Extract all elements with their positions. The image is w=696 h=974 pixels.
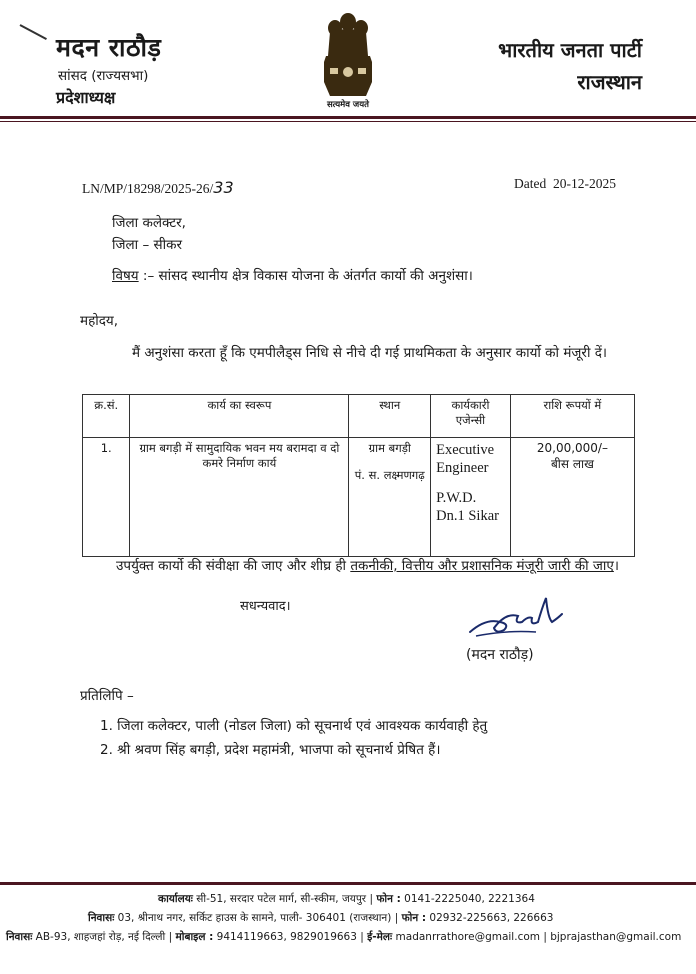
followup-paragraph — [82, 556, 638, 576]
mobile-label: मोबाइल : — [175, 931, 214, 943]
header-serial: क्र.सं. — [83, 395, 130, 438]
date-value: 20-12-2025 — [553, 176, 616, 191]
reference-number-text: LN/MP/18298/2025-26/ — [82, 181, 214, 196]
cell-agency — [431, 438, 511, 557]
footer-delhi — [6, 930, 681, 944]
amount-words: बीस लाख — [550, 457, 594, 471]
cell-serial: 1. — [83, 438, 130, 557]
subject-line — [112, 266, 632, 284]
office-phone-label: फोन : — [376, 893, 401, 905]
cell-work: ग्राम बगड़ी में सामुदायिक भवन मय बरामदा व दो कमरे निर्माण कार्य — [130, 438, 349, 557]
delhi-address: AB-93, शाहजहां रोड़, नई दिल्ली | — [32, 931, 176, 943]
signer-name: (मदन राठौड़) — [466, 647, 534, 663]
header-rule-thin — [0, 121, 696, 122]
place-panchayat: पं. स. लक्ष्मणगढ़ — [354, 468, 425, 482]
residence-label: निवासः — [88, 912, 115, 924]
header-place: स्थान — [349, 395, 431, 438]
sender-role: प्रदेशाध्यक्ष — [56, 88, 116, 107]
table-row — [83, 438, 635, 557]
ashoka-emblem-icon — [318, 10, 378, 106]
amount-figure: 20,00,000/– — [536, 441, 608, 455]
place-village: ग्राम बगड़ी — [368, 441, 411, 455]
letter-date — [514, 176, 616, 192]
cell-place — [349, 438, 431, 557]
office-phone: 0141-2225040, 2221364 — [400, 893, 535, 905]
office-address: सी-51, सरदार पटेल मार्ग, सी-स्कीम, जयपुर | — [192, 893, 377, 905]
followup-start: उपर्युक्त कार्यो की संवीक्षा की जाए और शीघ्र ही — [116, 558, 351, 574]
body-paragraph: मैं अनुशंसा करता हूँ कि एमपीलैड्स निधि से नीचे दी गई प्राथमिकता के अनुसार कार्यो को मंजूरी दें। — [132, 345, 608, 361]
residence-phone-label: फोन : — [401, 912, 427, 924]
footer-rule — [0, 882, 696, 885]
copy-item-1: 1. जिला कलेक्टर, पाली (नोडल जिला) को सूचनार्थ एवं आवश्यक कार्यवाही हेतु — [100, 718, 488, 734]
reference-handwritten: 33 — [213, 178, 234, 197]
agency-division: P.W.D. Dn.1 Sikar — [436, 490, 499, 524]
followup-underlined: तकनीकी, वित्तीय और प्रशासनिक मंजूरी जारी की जाए — [350, 558, 614, 574]
salutation: महोदय, — [80, 313, 119, 329]
party-name: भारतीय जनता पार्टी — [498, 38, 642, 62]
mobile-number: 9414119663, 9829019663 | — [213, 931, 368, 943]
office-label: कार्यालयः — [158, 893, 193, 905]
followup-end: । — [613, 558, 619, 574]
footer-residence — [88, 911, 553, 925]
copy-label: प्रतिलिपि – — [80, 688, 134, 704]
header-rule — [0, 116, 696, 119]
party-state: राजस्थान — [577, 70, 642, 94]
header-amount: राशि रूपयों में — [510, 395, 634, 438]
header-work: कार्य का स्वरूप — [130, 395, 349, 438]
copy-item-2: 2. श्री श्रवण सिंह बगड़ी, प्रदेश महामंत्री, भाजपा को सूचनार्थ प्रेषित हैं। — [100, 742, 441, 758]
thanks-text: सधन्यवाद। — [240, 599, 291, 614]
works-table — [82, 394, 635, 557]
email-label: ई-मेलः — [367, 931, 393, 943]
delhi-label: निवासः — [6, 931, 33, 943]
email-address: madanrrathore@gmail.com | bjprajasthan@gmail.com — [392, 931, 682, 943]
footer-office — [158, 892, 535, 906]
table-header-row — [83, 395, 635, 438]
sender-name: मदन राठौड़ — [56, 33, 162, 62]
recipient-line-1: जिला कलेक्टर, — [112, 215, 186, 231]
reference-number — [82, 178, 234, 197]
emblem-motto: सत्यमेव जयते — [327, 100, 369, 110]
subject-label: विषय — [112, 268, 139, 284]
residence-address: 03, श्रीनाथ नगर, सर्किट हाउस के सामने, पाली- 306401 (राजस्थान) | — [114, 912, 402, 924]
recipient-line-2: जिला – सीकर — [112, 237, 183, 253]
subject-text: :– सांसद स्थानीय क्षेत्र विकास योजना के अंतर्गत कार्यो की अनुशंसा। — [138, 268, 473, 284]
sender-designation: सांसद (राज्यसभा) — [58, 68, 149, 84]
cell-amount — [510, 438, 634, 557]
decorative-stroke — [20, 24, 47, 40]
dated-label: Dated — [514, 176, 547, 191]
agency-title: Executive Engineer — [436, 442, 495, 476]
header-agency: कार्यकारी एजेन्सी — [431, 395, 511, 438]
signature-icon — [466, 588, 576, 642]
residence-phone: 02932-225663, 226663 — [426, 912, 554, 924]
